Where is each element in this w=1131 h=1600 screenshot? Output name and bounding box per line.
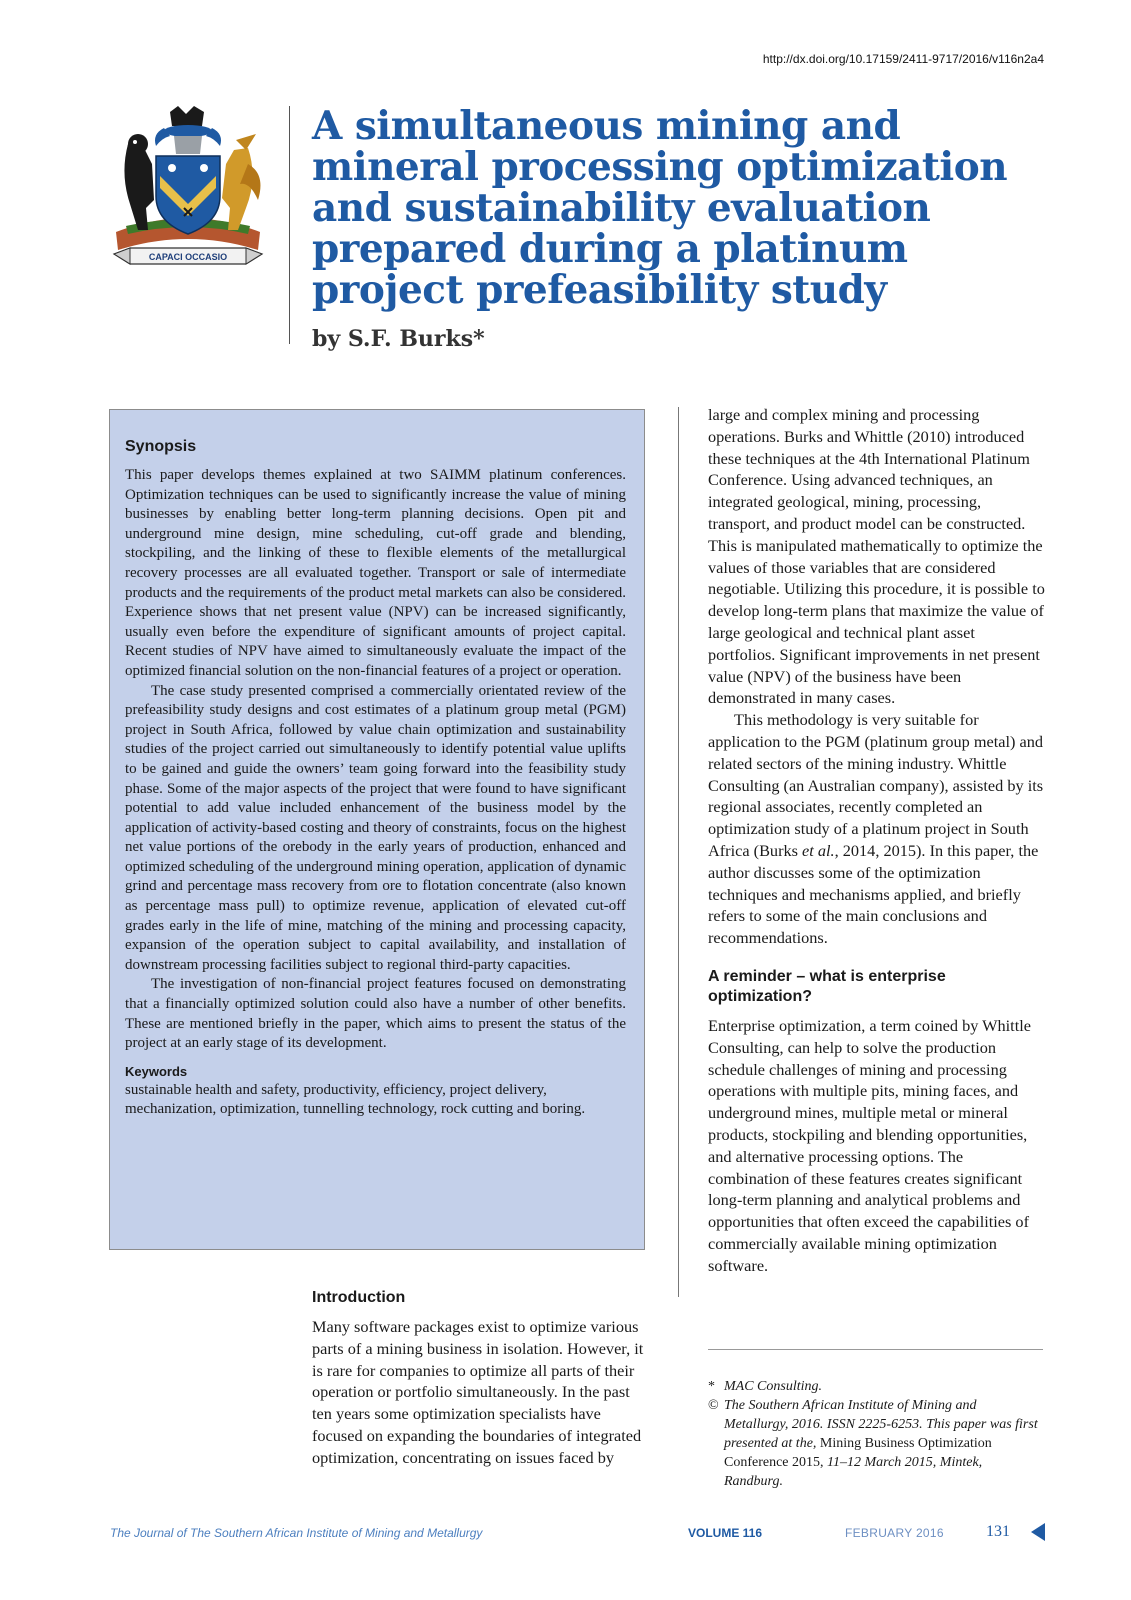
introduction-paragraph: Many software packages exist to optimize various parts of a mining business in isolation. However, it is rare for companies to optimize all parts of their operation or portfolio simultaneously. In the past ten years some optimization specialists have focused on expanding the boundaries of integrated optimization, concentrating on issues faced by xyxy=(312,1317,644,1467)
right-column xyxy=(708,404,1046,1276)
introduction-section xyxy=(312,1288,646,1469)
synopsis-box xyxy=(109,409,645,1250)
footer-volume: VOLUME 116 xyxy=(688,1526,763,1540)
footnote-mark-asterisk: * xyxy=(708,1379,715,1394)
footnote-copyright-text xyxy=(724,1396,1043,1491)
right-paragraph-3: Enterprise optimization, a term coined by Whittle Consulting, can help to solve the production schedule challenges of mining and processing operations with multiple pits, mining faces, and underground mines, multiple metal or mineral products, stockpiling and blending opportunities, and alternative processing options. The combination of these features creates significant long-term planning and analytical problems and opportunities that often exceed the capabilities of commercially available mining optimization software. xyxy=(708,1015,1031,1275)
page-footer xyxy=(110,1524,1045,1544)
crest-icon xyxy=(108,104,268,274)
synopsis-paragraph-3: The investigation of non-financial project features focused on demonstrating that a financially optimized solution could also have a number of other benefits. These are mentioned briefly in the paper, which aims to present the status of the project at an early stage of its development. xyxy=(125,976,626,1052)
column-divider xyxy=(678,407,679,1297)
enterprise-optimization-heading: A reminder – what is enterprise optimization? xyxy=(708,967,946,1005)
doi-link[interactable]: http://dx.doi.org/10.17159/2411-9717/2016/v116n2a4 xyxy=(762,52,1044,66)
synopsis-paragraph-1: This paper develops themes explained at two SAIMM platinum conferences. Optimization techniques can be used to significantly increase the value of mining businesses by enabling better long-term planning decisions. Open pit and underground mine design, mine scheduling, cut-off grade and blending, stockpiling, and the linking of these to flexible elements of the metallurgical recovery processes are all evaluated together. Transport or sale of intermediate products and the requirements of the product metal markets can also be considered. Experience shows that net present value (NPV) can be increased significantly, usually even before the expenditure of significant amounts of project capital. Recent studies of NPV have aimed to simultaneously evaluate the impact of the optimized financial solution on the non-financial features of a project or operation. xyxy=(125,467,626,679)
footer-date: FEBRUARY 2016 xyxy=(845,1526,944,1540)
right-paragraph-2-part-a: This methodology is very suitable for application to the PGM (platinum group metal) and related sectors of the mining industry. Whittle Consulting (an Australian company), assisted by its regional associates, recently completed an optimization study of a platinum project in South Africa (Burks xyxy=(708,710,1044,860)
title-rule xyxy=(289,106,290,344)
synopsis-paragraph-2: The case study presented comprised a commercially orientated review of the prefeasibility study designs and cost estimates of a platinum group metal (PGM) project in South Africa, followed by value chain optimization and sustainability studies of the project carried out simultaneously to identify potential value uplifts to be gained and guide the owners’ team going forward into the feasibility study phase. Some of the major aspects of the project that were found to have significant potential to add value included enhancement of the business model by the application of activity-based costing and theory of constraints, focus on the highest net value portions of the orebody in the early years of production, enhanced and optimized scheduling of the underground mining operation, application of dynamic grind and percentage mass recovery from ore to flotation concentrate (also known as percentage mass pull) to optimize revenue, application of elevated cut-off grades early in the life of mine, matching of the mining and processing capacity, expansion of the operation subject to capital availability, and installation of downstream processing facilities subject to regional third-party capacities. xyxy=(125,682,626,973)
right-paragraph-1: large and complex mining and processing operations. Burks and Whittle (2010) introduced these techniques at the 4th International Platinum Conference. Using advanced techniques, an integrated geological, mining, processing, transport, and product model can be constructed. This is manipulated mathematically to optimize the values of those variables that are considered negotiable. Utilizing this procedure, it is possible to develop long-term plans that maximize the value of large geological and technical plant asset portfolios. Significant improvements in net present value (NPV) of the business have been demonstrated in many cases. xyxy=(708,405,1045,708)
et-al: et al. xyxy=(802,840,835,860)
logo-motto: CAPACI OCCASIO xyxy=(148,252,228,262)
right-paragraph-2-part-b: , 2014, 2015). In this paper, the author discusses some of the optimization techniques and mechanisms applied, and briefly refers to some of the main conclusions and recommendations. xyxy=(708,840,1039,948)
footer-journal-name: The Journal of The Southern African Institute of Mining and Metallurgy xyxy=(110,1526,483,1540)
keywords-text: sustainable health and safety, productivity, efficiency, project delivery, mechanization, optimization, tunnelling technology, rock cutting and boring. xyxy=(125,1081,586,1118)
right-paragraph-2 xyxy=(708,709,1046,949)
article-title: A simultaneous mining and mineral processing optimization and sustainability evaluation prepared during a platinum project prefeasibility study xyxy=(312,103,1008,313)
copyright-part-c: 11–12 March 2015, Mintek, Randburg. xyxy=(724,1455,983,1489)
author-byline: by S.F. Burks* xyxy=(312,326,485,352)
copyright-part-a: The Southern African Institute of Mining and Metallurgy, 2016. ISSN 2225-6253. This paper was first presented at the, xyxy=(724,1398,1038,1451)
page-arrow-icon xyxy=(1031,1523,1045,1541)
introduction-heading: Introduction xyxy=(312,1289,406,1306)
footer-page-number: 131 xyxy=(986,1523,1010,1540)
footnote-mark-copyright: © xyxy=(708,1398,719,1413)
footnote-copyright xyxy=(708,1396,1043,1491)
copyright-part-b: Mining Business Optimization Conference 2015, xyxy=(724,1436,992,1470)
footnote-rule xyxy=(708,1349,1043,1350)
keywords-heading: Keywords xyxy=(125,1063,188,1079)
synopsis-heading: Synopsis xyxy=(125,438,197,455)
footnote-affiliation-text: MAC Consulting. xyxy=(724,1379,823,1394)
footnote-affiliation xyxy=(708,1377,1043,1396)
institute-crest-logo xyxy=(108,104,268,274)
footnotes xyxy=(708,1377,1043,1491)
